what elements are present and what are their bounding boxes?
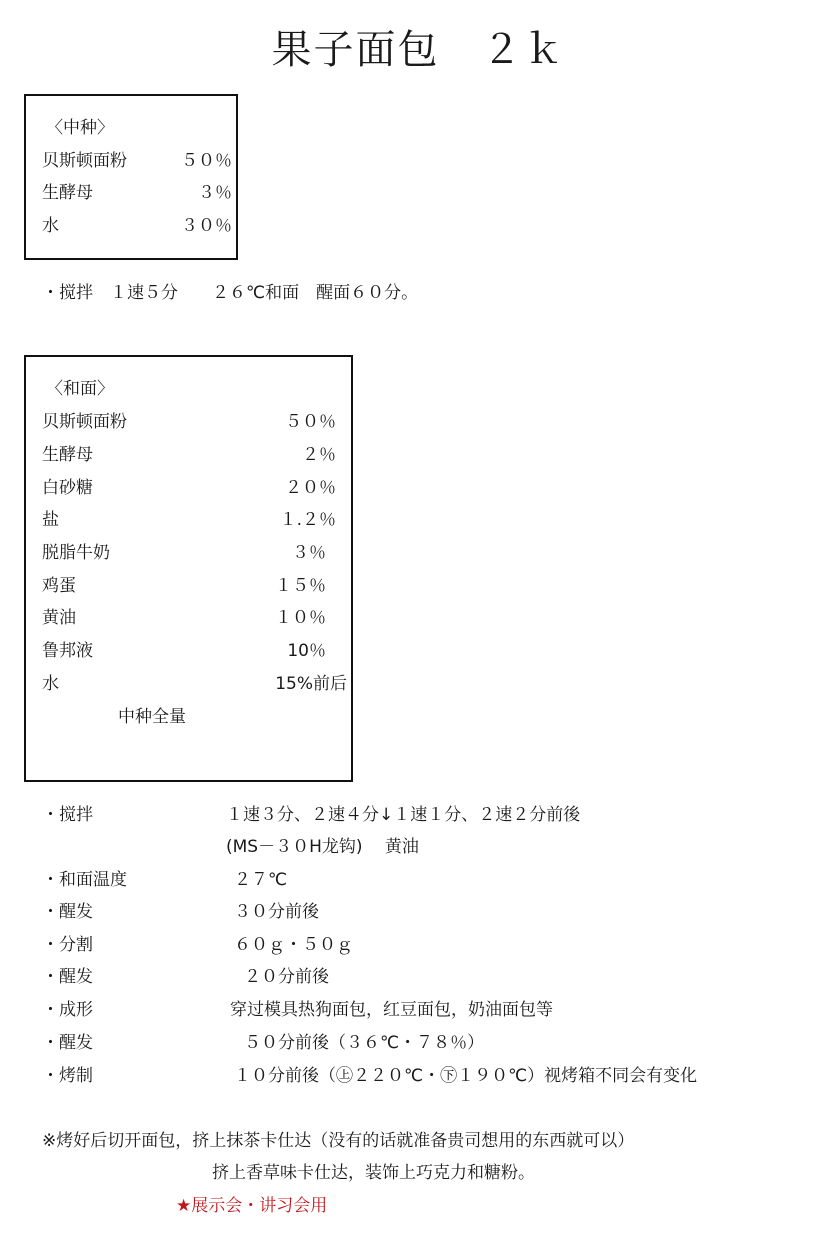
star-icon: ★ bbox=[176, 1196, 192, 1216]
ingredient-name: 白砂糖 bbox=[42, 478, 93, 498]
step-value: ５０分前後（３６℃・７８％） bbox=[244, 1033, 485, 1053]
ingredient-name: 贝斯顿面粉 bbox=[42, 412, 127, 432]
step-label: ・搅拌 bbox=[42, 805, 93, 825]
step-value: (MS－３０H龙钩) 黄油 bbox=[226, 837, 419, 857]
step-value: ６０ｇ・５０ｇ bbox=[234, 935, 353, 955]
ingredient-name: 生酵母 bbox=[42, 183, 93, 203]
ingredient-name: 鸡蛋 bbox=[42, 576, 76, 596]
step-value: １速３分、２速４分↓１速１分、２速２分前後 bbox=[226, 805, 581, 825]
ingredient-value: ３％ bbox=[198, 183, 232, 203]
ingredient-name: 水 bbox=[42, 674, 59, 694]
ingredient-value: 10％ bbox=[287, 641, 326, 661]
step-value: ２０分前後 bbox=[244, 967, 329, 987]
usage-note bbox=[176, 1195, 327, 1217]
step-label: ・分割 bbox=[42, 935, 93, 955]
ingredient-value: ３０％ bbox=[181, 216, 232, 236]
step-value: 穿过模具热狗面包，红豆面包，奶油面包等 bbox=[230, 1000, 553, 1020]
ingredient-name: 水 bbox=[42, 216, 59, 236]
ingredient-name: 贝斯顿面粉 bbox=[42, 151, 127, 171]
ingredient-name: 鲁邦液 bbox=[42, 641, 93, 661]
ingredient-value: １.２％ bbox=[279, 510, 336, 530]
step-label: ・烤制 bbox=[42, 1066, 93, 1086]
ingredient-value: ５０％ bbox=[181, 151, 232, 171]
step-label: ・成形 bbox=[42, 1000, 93, 1020]
step-value: ３０分前後 bbox=[234, 902, 319, 922]
starter-full-amount: 中种全量 bbox=[118, 707, 186, 727]
ingredient-value: １０％ bbox=[275, 608, 326, 628]
usage-note-text: 展示会・讲习会用 bbox=[191, 1196, 328, 1216]
step-label: ・醒发 bbox=[42, 967, 93, 987]
main-dough-header: 〈和面〉 bbox=[46, 379, 114, 399]
step-value: ２７℃ bbox=[234, 870, 288, 890]
starter-mixing-note: ・搅拌 １速５分 ２６℃和面 醒面６０分。 bbox=[42, 283, 419, 303]
step-label: ・醒发 bbox=[42, 1033, 93, 1053]
ingredient-value: ２０％ bbox=[285, 478, 336, 498]
starter-header: 〈中种〉 bbox=[46, 118, 114, 138]
note-line: ※烤好后切开面包，挤上抹茶卡仕达（没有的话就准备贵司想用的东西就可以） bbox=[42, 1131, 635, 1151]
ingredient-value: ５０％ bbox=[285, 412, 336, 432]
page-title: 果子面包 ２ｋ bbox=[271, 27, 566, 73]
ingredient-value: １５％ bbox=[275, 576, 326, 596]
ingredient-value: ３％ bbox=[292, 543, 326, 563]
ingredient-name: 脱脂牛奶 bbox=[42, 543, 110, 563]
note-line: 挤上香草味卡仕达，装饰上巧克力和糖粉。 bbox=[212, 1163, 535, 1183]
step-label: ・和面温度 bbox=[42, 870, 127, 890]
ingredient-value: ２％ bbox=[302, 445, 336, 465]
ingredient-name: 黄油 bbox=[42, 608, 76, 628]
ingredient-name: 生酵母 bbox=[42, 445, 93, 465]
step-label: ・醒发 bbox=[42, 902, 93, 922]
ingredient-value: 15%前后 bbox=[275, 674, 347, 694]
step-value: １０分前後（㊤２２０℃・㊦１９０℃）视烤箱不同会有变化 bbox=[234, 1066, 698, 1086]
ingredient-name: 盐 bbox=[42, 510, 59, 530]
